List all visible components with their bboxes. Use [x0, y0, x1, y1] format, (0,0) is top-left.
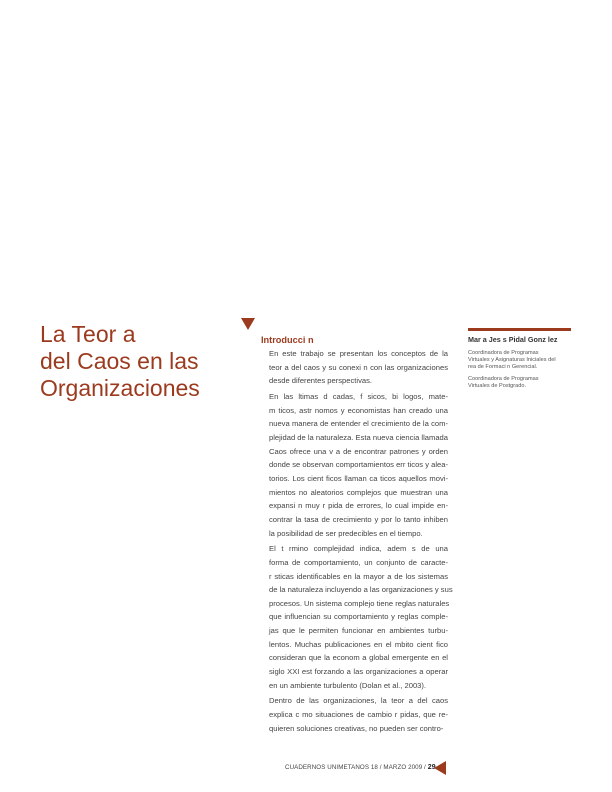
- article-title: [40, 321, 230, 402]
- affiliation-line: Virtuales y Asignaturas Iniciales del: [468, 357, 556, 363]
- paragraph-line: torios. Los cient ficos llaman ca ticos aquellos movi-: [269, 473, 448, 483]
- section-heading: Introducci n: [261, 335, 314, 345]
- page-footer: [285, 764, 436, 771]
- paragraph-line: mientos no aleatorios complejos que muestran una: [269, 487, 448, 497]
- title-line: del Caos en las: [40, 348, 199, 374]
- paragraph-line: explica c mo situaciones de cambio r pidas, que re-: [269, 710, 448, 720]
- paragraph: [259, 347, 448, 388]
- paragraph-line: m ticos, astr nomos y economistas han creado una: [269, 405, 448, 415]
- paragraph-line: quieren soluciones creativas, no pueden ser contro-: [269, 723, 444, 733]
- affiliation-line: Virtuales de Postgrado.: [468, 383, 527, 389]
- author-divider: [468, 328, 571, 331]
- paragraph-line: En este trabajo se presentan los conceptos de la: [269, 349, 448, 358]
- affiliation: [468, 376, 578, 390]
- paragraph-line: plejidad de la naturaleza. Esta nueva ciencia llamada: [269, 432, 448, 442]
- page-number: 29: [427, 764, 436, 771]
- paragraph: [259, 542, 453, 692]
- article-body: [259, 333, 453, 737]
- paragraph-line: la posibilidad de ser predecibles en el tiempo.: [269, 528, 423, 538]
- affiliation-line: rea de Formaci n Gerencial.: [468, 364, 538, 370]
- paragraph: [259, 694, 448, 735]
- paragraph-line: teor a del caos y su conexi n con las organizaciones: [269, 362, 448, 372]
- section-marker-icon: [241, 318, 255, 330]
- page-marker-icon: [434, 761, 446, 775]
- paragraph-line: de la naturaleza incluyendo a las organizaciones y sus: [269, 585, 453, 595]
- title-line: Organizaciones: [40, 375, 200, 401]
- paragraph-line: forma de comportamiento, un conjunto de caracte-: [269, 557, 448, 567]
- paragraph-line: donde se observan comportamientos err ticos y alea-: [269, 460, 448, 470]
- paragraph-line: que influencian su comportamiento y reglas comple-: [269, 612, 448, 622]
- paragraph-line: En las ltimas d cadas, f sicos, bi logos, mate-: [269, 391, 448, 401]
- paragraph-line: Caos ofrece una v a de encontrar patrones y orden: [269, 446, 448, 456]
- journal-name: CUADERNOS UNIMETANOS 18 / MARZO 2009 /: [285, 764, 426, 771]
- affiliation-line: Coordinadora de Programas: [468, 376, 539, 382]
- affiliation: [468, 350, 578, 371]
- paragraphs: [259, 347, 453, 735]
- paragraph: [259, 390, 448, 540]
- paragraph-line: en un ambiente turbulento (Dolan et al., 2003).: [269, 680, 427, 690]
- paragraph-line: jas que le permiten funcionar en ambientes turbu-: [269, 626, 448, 636]
- paragraph-line: procesos. Un sistema complejo tiene reglas naturales: [269, 598, 450, 608]
- paragraph-line: desde diferentes perspectivas.: [269, 376, 372, 386]
- paragraph-line: contrar la tasa de crecimiento y por lo tanto inhiben: [269, 514, 448, 524]
- paragraph-line: lentos. Muchas publicaciones en el mbito cient fico: [269, 639, 448, 649]
- title-line: La Teor a: [40, 321, 136, 347]
- paragraph-line: r sticas identificables en la mayor a de los sistemas: [269, 571, 448, 581]
- paragraph-line: El t rmino complejidad indica, adem s de una: [269, 544, 448, 554]
- paragraph-line: siglo XXI est forzando a las organizaciones a operar: [269, 667, 448, 677]
- paragraph-line: Dentro de las organizaciones, la teor a del caos: [269, 696, 448, 706]
- author-name: Mar a Jes s Pidal Gonz lez: [468, 335, 558, 344]
- author-affiliations: [468, 350, 578, 395]
- paragraph-line: expansi n muy r pida de errores, lo cual impide en-: [269, 501, 448, 511]
- paragraph-line: consideran que la econom a global emergente en el: [269, 653, 448, 663]
- affiliation-line: Coordinadora de Programas: [468, 350, 539, 356]
- paragraph-line: nueva manera de entender el crecimiento de la com-: [269, 419, 448, 429]
